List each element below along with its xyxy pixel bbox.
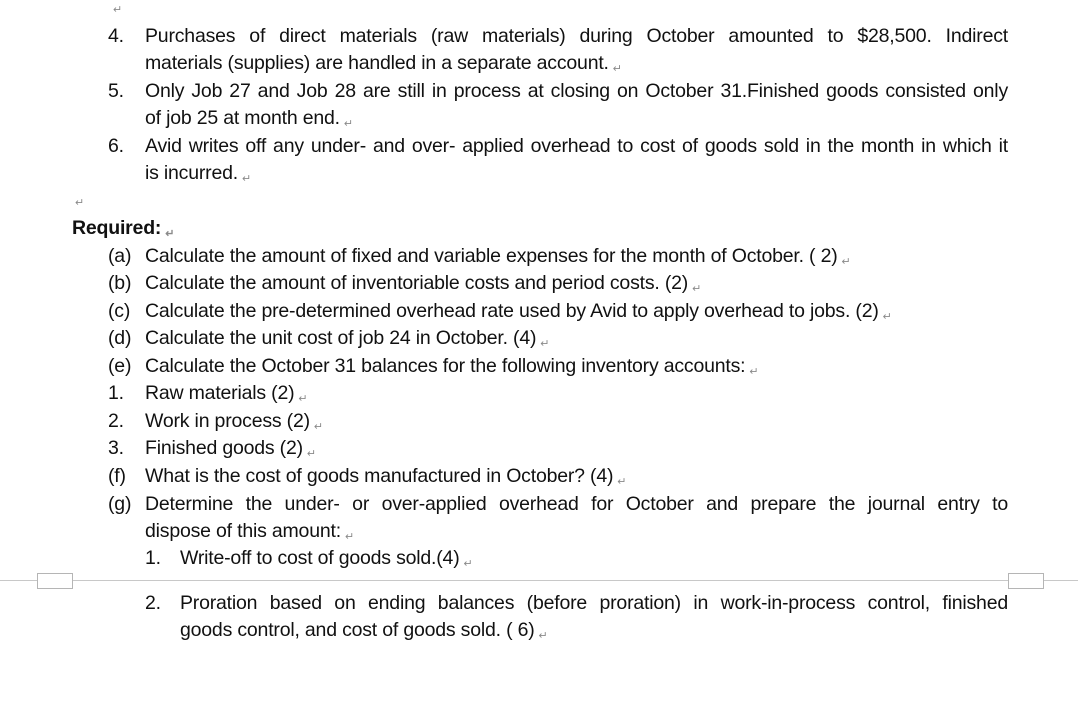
paragraph-mark: ↵ [841,256,851,268]
required-item-label: 3. [108,437,124,459]
sub-item-text: Write-off to cost of goods sold.(4) ↵ [180,547,473,570]
required-item-label: (b) [108,272,132,294]
required-item-text: Calculate the unit cost of job 24 in October. (4) ↵ [145,327,550,350]
list-item-text: of job 25 at month end. ↵ [145,107,353,130]
list-item-text: Purchases of direct materials (raw materials) during October amounted to $28,500. Indirect [145,25,1008,47]
paragraph-mark: ↵ [612,63,622,75]
page-corner-marker [1008,573,1044,589]
paragraph-mark: ↵ [241,173,251,185]
paragraph-mark: ↵ [463,558,473,570]
required-item-text: Determine the under- or over-applied overhead for October and prepare the journal entry to [145,493,1008,515]
required-item-text: Calculate the October 31 balances for the following inventory accounts: ↵ [145,355,759,378]
paragraph-mark: ↵ [306,448,316,460]
page-corner-marker [37,573,73,589]
paragraph-mark: ↵ [165,228,175,240]
paragraph-mark: ↵ [298,393,308,405]
required-item-text: Calculate the pre-determined overhead rate used by Avid to apply overhead to jobs. (2) ↵ [145,300,892,323]
list-item-text: materials (supplies) are handled in a separate account. ↵ [145,52,622,75]
required-item-label: (c) [108,300,131,322]
required-item-text: Work in process (2) ↵ [145,410,323,433]
paragraph-mark: ↵ [343,118,353,130]
list-item-number: 4. [108,25,124,47]
paragraph-mark: ↵ [344,531,354,543]
required-item-text: What is the cost of goods manufactured in October? (4) ↵ [145,465,627,488]
required-item-label: 2. [108,410,124,432]
required-heading: Required: ↵ [72,217,175,240]
required-item-label: 1. [108,382,124,404]
sub-item-text: goods control, and cost of goods sold. ( 6) ↵ [180,619,548,642]
required-item-label: (g) [108,493,132,515]
list-item-text: is incurred. ↵ [145,162,251,185]
sub-item-label: 2. [145,592,161,614]
required-item-label: (f) [108,465,126,487]
paragraph-mark: ↵ [617,476,627,488]
required-item-label: (d) [108,327,132,349]
required-item-label: (e) [108,355,132,377]
required-item-text: Raw materials (2) ↵ [145,382,308,405]
sub-item-text: Proration based on ending balances (before proration) in work-in-process control, finished [180,592,1008,614]
required-item-text: dispose of this amount: ↵ [145,520,354,543]
list-item-number: 6. [108,135,124,157]
list-item-text: Only Job 27 and Job 28 are still in process at closing on October 31.Finished goods consisted only [145,80,1008,102]
paragraph-mark: ↵ [749,366,759,378]
list-item-number: 5. [108,80,124,102]
paragraph-mark: ↵ [540,338,550,350]
paragraph-mark: ↵ [692,283,702,295]
paragraph-mark: ↵ [538,630,548,642]
page-break-line [0,580,1078,581]
required-item-text: Calculate the amount of inventoriable costs and period costs. (2) ↵ [145,272,702,295]
paragraph-mark: ↵ [313,421,323,433]
required-item-label: (a) [108,245,132,267]
sub-item-label: 1. [145,547,161,569]
paragraph-mark: ↵ [882,311,892,323]
required-item-text: Calculate the amount of fixed and variable expenses for the month of October. ( 2) ↵ [145,245,851,268]
list-item-text: Avid writes off any under- and over- applied overhead to cost of goods sold in the month in which it [145,135,1008,157]
required-item-text: Finished goods (2) ↵ [145,437,316,460]
paragraph-mark: ↵ [75,197,85,209]
paragraph-mark: ↵ [113,4,123,16]
